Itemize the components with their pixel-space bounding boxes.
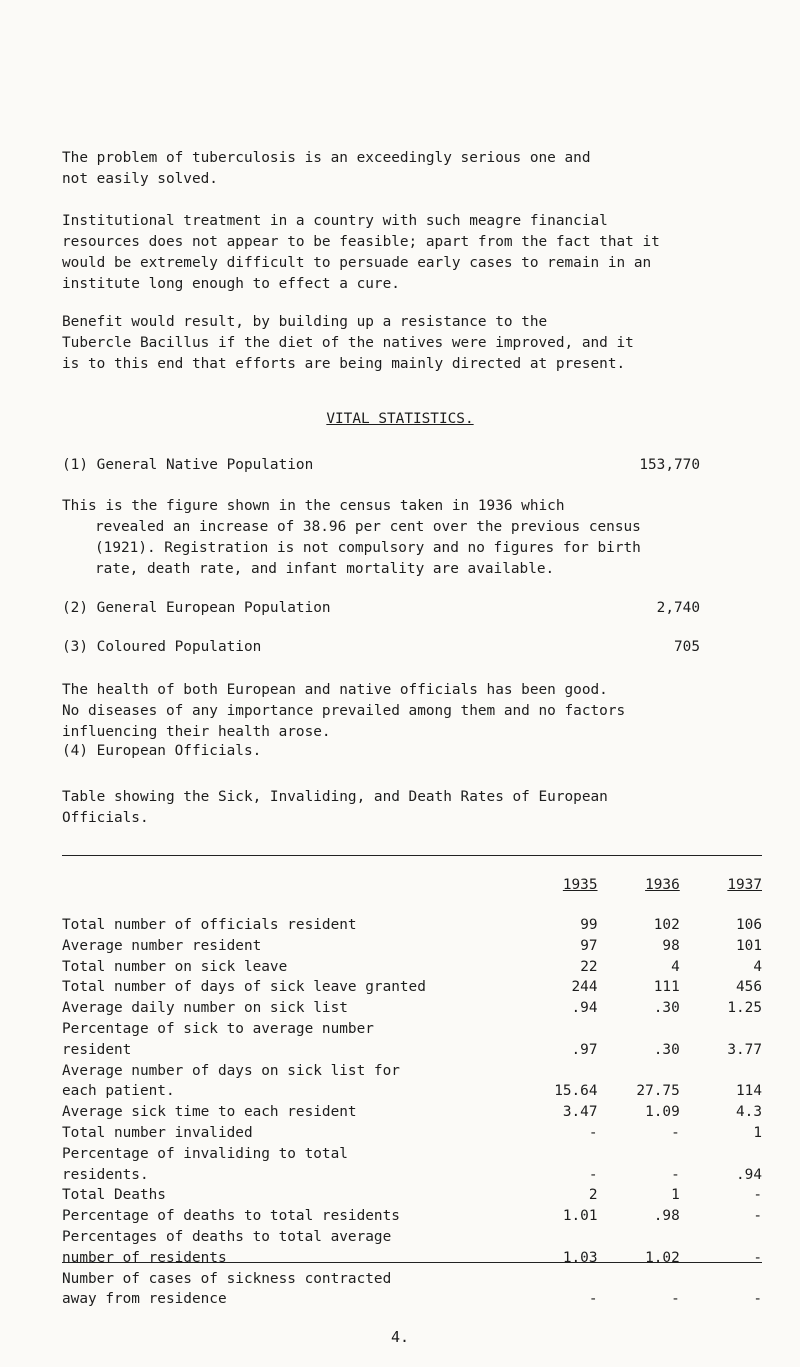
cell-1937: 101 xyxy=(736,937,762,954)
table-row xyxy=(62,1061,762,1103)
european-population-label: (2) General European Population xyxy=(62,600,331,616)
cell-1937: - xyxy=(753,1187,762,1204)
cell-1936: 4 xyxy=(671,958,680,975)
table-row xyxy=(62,1123,762,1144)
vital-statistics-heading: VITAL STATISTICS. xyxy=(326,411,474,427)
health-note: The health of both European and native officials has been good. No diseases of any importance prevailed among them and no factors influencing their health arose. xyxy=(62,682,626,740)
row-label: Percentage of invaliding to total residents. xyxy=(62,1145,348,1183)
cell-1935: - xyxy=(588,1291,598,1308)
european-population-value: 2,740 xyxy=(656,600,700,616)
row-label: Average sick time to each resident xyxy=(62,1104,357,1121)
cell-1935: 1.01 xyxy=(562,1208,598,1225)
cell-1936: 1.02 xyxy=(645,1249,680,1266)
cell-1935: 3.47 xyxy=(562,1104,598,1121)
census-note: This is the figure shown in the census taken in 1936 which revealed an increase of 38.96 per cent over the previous census (1921). Registration is not compulsory and no figures for birth rate, death rate, and infant mortality are available. xyxy=(62,498,641,577)
cell-1935: 97 xyxy=(580,937,598,954)
row-label: Total number of officials resident xyxy=(62,917,357,933)
year-1937-header: 1937 xyxy=(727,877,762,893)
cell-1937: 1 xyxy=(753,1124,762,1141)
intro-paragraph-1: The problem of tuberculosis is an exceedingly serious one and not easily solved. xyxy=(62,150,591,187)
row-label: Total number on sick leave xyxy=(62,958,288,975)
coloured-population-value: 705 xyxy=(674,639,700,655)
cell-1935: - xyxy=(588,1166,598,1183)
table-row xyxy=(62,1019,762,1061)
cell-1936: 111 xyxy=(653,979,680,996)
cell-1936: - xyxy=(671,1291,680,1308)
cell-1937: 4 xyxy=(753,958,762,975)
cell-1936: 1.09 xyxy=(645,1104,680,1121)
cell-1935: 2 xyxy=(588,1187,598,1204)
sick-rates-table xyxy=(62,875,762,1310)
table-row xyxy=(62,998,762,1019)
row-label: Number of cases of sickness contracted away from residence xyxy=(62,1270,392,1308)
cell-1936: - xyxy=(671,1124,680,1141)
cell-1936: .30 xyxy=(653,1041,680,1058)
cell-1935: 99 xyxy=(580,917,598,933)
year-1936-header: 1936 xyxy=(645,877,680,893)
cell-1936: 102 xyxy=(653,917,680,933)
cell-1937: - xyxy=(753,1249,762,1266)
cell-1935: .94 xyxy=(571,1000,598,1017)
cell-1936: 27.75 xyxy=(636,1083,680,1100)
native-population-label: (1) General Native Population xyxy=(62,457,314,473)
year-1935-header: 1935 xyxy=(562,877,598,893)
cell-1936: .98 xyxy=(653,1208,680,1225)
table-row xyxy=(62,977,762,998)
intro-paragraph-3: Benefit would result, by building up a resistance to the Tubercle Bacillus if the diet of the natives were improved, and it is to this end that efforts are being mainly directed at present. xyxy=(62,314,634,372)
cell-1937: .94 xyxy=(736,1166,762,1183)
table-bottom-rule xyxy=(62,1262,762,1263)
cell-1935: .97 xyxy=(571,1041,598,1058)
table-caption: Table showing the Sick, Invaliding, and Death Rates of European Officials. xyxy=(62,789,608,826)
table-row xyxy=(62,957,762,978)
cell-1935: - xyxy=(588,1124,598,1141)
european-officials-label: (4) European Officials. xyxy=(62,743,262,759)
cell-1937: 456 xyxy=(736,979,762,996)
table-header-row xyxy=(62,875,762,915)
cell-1936: 98 xyxy=(662,937,680,954)
row-label: Total number of days of sick leave granted xyxy=(62,979,426,996)
table-row xyxy=(62,1206,762,1227)
cell-1935: 15.64 xyxy=(554,1083,598,1100)
cell-1937: 3.77 xyxy=(727,1041,762,1058)
cell-1935: 244 xyxy=(571,979,598,996)
native-population-value: 153,770 xyxy=(639,457,700,473)
table-top-rule xyxy=(62,855,762,856)
row-label: Percentage of sick to average number resident xyxy=(62,1020,374,1058)
cell-1936: - xyxy=(671,1166,680,1183)
cell-1935: 22 xyxy=(580,958,598,975)
cell-1937: 106 xyxy=(736,917,762,933)
table-row xyxy=(62,1185,762,1206)
row-label: Total number invalided xyxy=(62,1124,253,1141)
cell-1935: 1.03 xyxy=(562,1249,598,1266)
row-label: Average daily number on sick list xyxy=(62,1000,348,1017)
coloured-population-label: (3) Coloured Population xyxy=(62,639,262,655)
table-row xyxy=(62,1269,762,1311)
table-row xyxy=(62,1144,762,1186)
cell-1937: - xyxy=(753,1208,762,1225)
cell-1936: .30 xyxy=(653,1000,680,1017)
page-number: 4. xyxy=(390,1328,410,1346)
cell-1937: 114 xyxy=(736,1083,762,1100)
cell-1936: 1 xyxy=(671,1187,680,1204)
table-row xyxy=(62,915,762,936)
cell-1937: 1.25 xyxy=(727,1000,762,1017)
row-label: Total Deaths xyxy=(62,1187,166,1204)
row-label: Average number resident xyxy=(62,937,262,954)
row-label: Average number of days on sick list for each patient. xyxy=(62,1062,400,1100)
row-label: Percentage of deaths to total residents xyxy=(62,1208,400,1225)
table-row xyxy=(62,936,762,957)
table-row xyxy=(62,1102,762,1123)
row-label: Percentages of deaths to total average number of residents xyxy=(62,1228,392,1266)
intro-paragraph-2: Institutional treatment in a country with such meagre financial resources does not appear to be feasible; apart from the fact that it would be extremely difficult to persuade early cases to remain in an institute long enough to effect a cure. xyxy=(62,213,660,292)
cell-1937: - xyxy=(753,1291,762,1308)
cell-1937: 4.3 xyxy=(736,1104,762,1121)
